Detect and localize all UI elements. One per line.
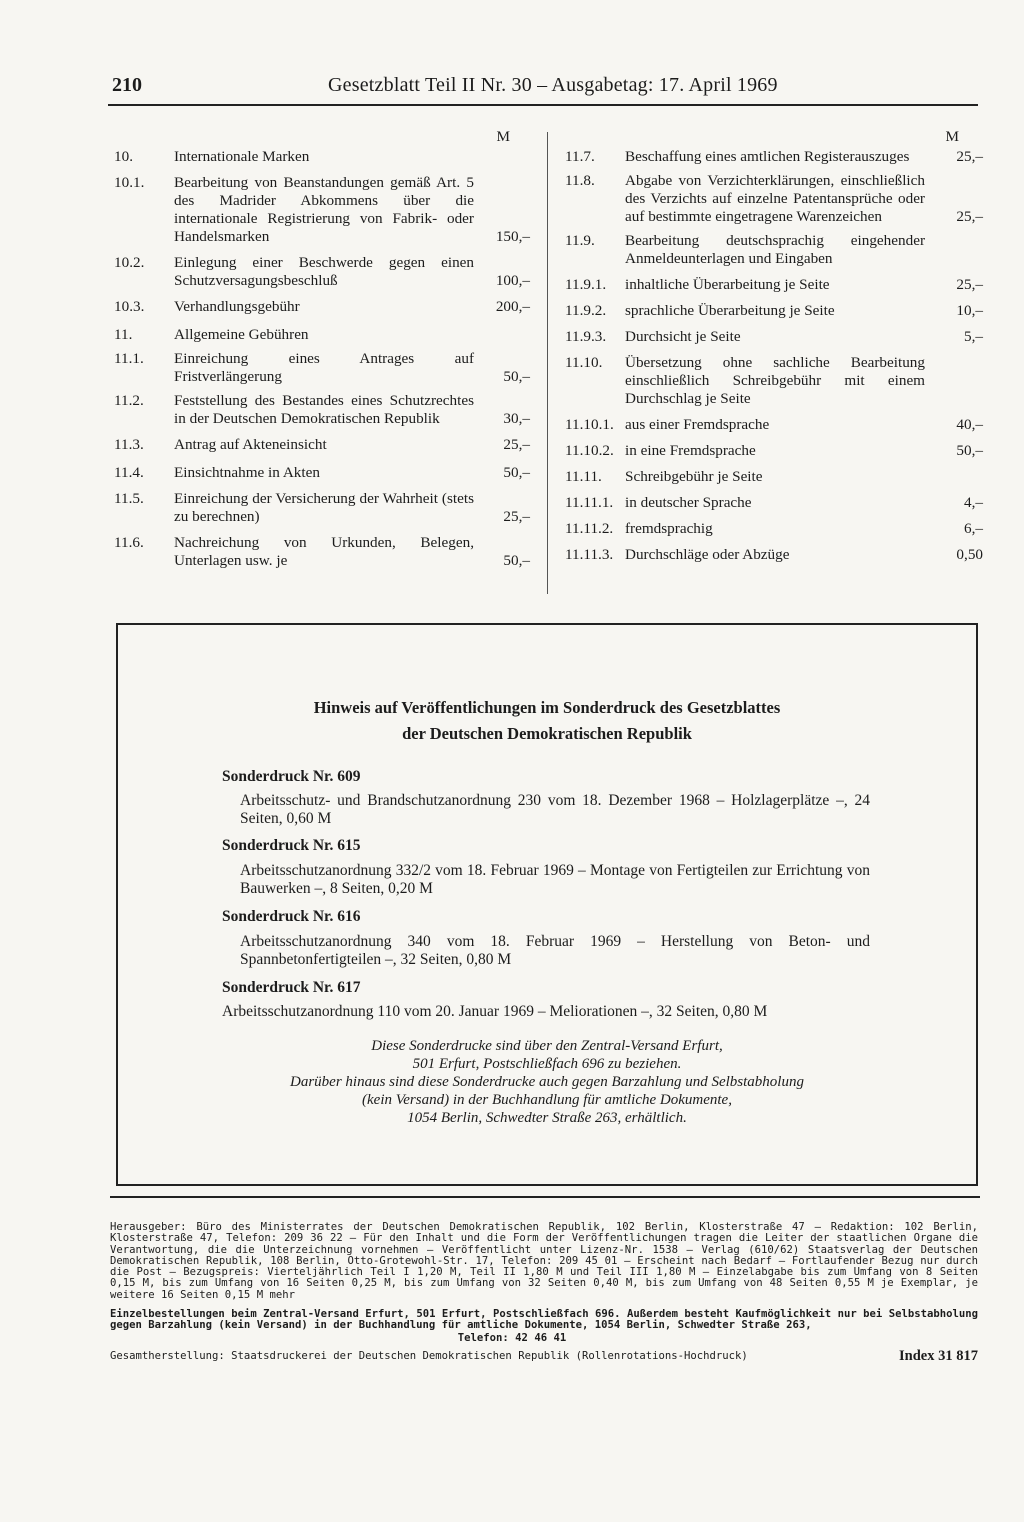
special-print-label: Sonderdruck Nr. 617	[222, 979, 361, 996]
fee-number: 11.11.2.	[565, 520, 614, 537]
fee-number: 11.9.	[565, 232, 595, 249]
currency-unit-label: M	[945, 128, 959, 145]
distribution-note: 501 Erfurt, Postschließfach 696 zu beziehen.	[412, 1056, 682, 1072]
special-print-description: Arbeitsschutzanordnung 110 vom 20. Januar 1969 – Meliorationen –, 32 Seiten, 0,80 M	[222, 1003, 768, 1020]
fee-number: 11.1.	[114, 350, 144, 367]
fee-description: Einlegung einer Beschwerde gegen einen Schutzversagungsbeschluß	[174, 254, 474, 289]
fee-amount: 6,–	[964, 520, 983, 537]
special-print-label: Sonderdruck Nr. 615	[222, 837, 361, 854]
special-prints-notice-box	[116, 623, 978, 1186]
fee-description: Einreichung eines Antrages auf Fristverlängerung	[174, 350, 474, 385]
fee-description: Schreibgebühr je Seite	[625, 468, 763, 485]
fee-row	[565, 232, 983, 268]
fee-description: Verhandlungsgebühr	[174, 298, 300, 315]
fee-description: Einreichung der Versicherung der Wahrheit (stets zu berechnen)	[174, 490, 474, 525]
column-divider	[547, 132, 548, 594]
fee-row	[114, 464, 530, 482]
notice-title: Hinweis auf Veröffentlichungen im Sonderdruck des Gesetzblattes	[313, 698, 781, 717]
fee-row	[565, 328, 983, 346]
fee-number: 11.10.	[565, 354, 603, 371]
header-rule	[108, 104, 978, 106]
fee-number: 11.2.	[114, 392, 144, 409]
fee-number: 11.5.	[114, 490, 144, 507]
fee-number: 10.2.	[114, 254, 145, 271]
fee-amount: 10,–	[956, 302, 983, 319]
fee-column-right	[565, 128, 983, 564]
fee-amount: 100,–	[495, 272, 530, 289]
publisher-imprint: Herausgeber: Büro des Ministerrates der Deutschen Demokratischen Republik, 102 Berlin, Klosterstraße 47 – Redaktion: 102 Berlin, Klosterstraße 47, Telefon: 209 36 22 – Für den Inhalt und die Form der Veröffentlichungen tragen die Leiter der staatlichen Organe die Verantwortung, die die Unterzeichnung vornehmen – Veröffentlicht unter Lizenz-Nr. 1538 – Verlag (610/62) Staatsverlag der Deutschen Demokratischen Republik, 108 Berlin, Otto-Grotewohl-Str. 17, Telefon: 209 45 01 – Erscheint nach Bedarf – Fortlaufender Bezug nur durch die Post – Bezugspreis: Vierteljährlich Teil I 1,20 M, Teil II 1,80 M und Teil III 1,80 M – Einzelabgabe bis zum Umfang von 8 Seiten 0,15 M, bis zum Umfang von 16 Seiten 0,25 M, bis zum Umfang von 32 Seiten 0,40 M, bis zum Umfang von 48 Seiten 0,55 M je Exemplar, je weitere 16 Seiten 0,15 M mehr	[110, 1221, 978, 1301]
fee-number: 11.11.1.	[565, 494, 614, 511]
notice-subtitle: der Deutschen Demokratischen Republik	[402, 724, 692, 743]
fee-row	[565, 468, 983, 486]
fee-row	[565, 442, 983, 460]
fee-row	[565, 354, 983, 408]
fee-column-left	[114, 128, 530, 570]
fee-description: Übersetzung ohne sachliche Bearbeitung einschließlich Schreibgebühr mit einem Durchschlag je Seite	[625, 354, 925, 407]
fee-amount: 25,–	[956, 276, 983, 293]
fee-number: 11.9.3.	[565, 328, 607, 345]
fee-amount: 25,–	[956, 148, 983, 165]
fee-row	[114, 148, 530, 166]
special-print-label: Sonderdruck Nr. 609	[222, 768, 361, 785]
fee-description: Antrag auf Akteneinsicht	[174, 436, 327, 453]
fee-row	[114, 392, 530, 428]
fee-description: Bearbeitung von Beanstandungen gemäß Art. 5 des Madrider Abkommens über die internationale Registrierung von Fabrik- oder Handelsmarken	[174, 174, 474, 245]
fee-number: 10.3.	[114, 298, 145, 315]
fee-number: 11.4.	[114, 464, 144, 481]
fee-amount: 40,–	[956, 416, 983, 433]
fee-row	[114, 490, 530, 526]
fee-row	[114, 326, 530, 344]
fee-description: in deutscher Sprache	[625, 494, 752, 511]
special-print-description: Arbeitsschutz- und Brandschutzanordnung 230 vom 18. Dezember 1968 – Holzlagerplätze –, 24 Seiten, 0,60 M	[240, 792, 870, 827]
fee-description: Einsichtnahme in Akten	[174, 464, 320, 481]
distribution-note: Darüber hinaus sind diese Sonderdrucke auch gegen Barzahlung und Selbstabholung	[290, 1074, 804, 1090]
fee-amount: 50,–	[503, 552, 530, 569]
fee-description: Bearbeitung deutschsprachig eingehender Anmeldeunterlagen und Eingaben	[625, 232, 925, 267]
fee-description: aus einer Fremdsprache	[625, 416, 770, 433]
fee-amount: 50,–	[503, 368, 530, 385]
fee-number: 11.	[114, 326, 133, 343]
order-phone: Telefon: 42 46 41	[457, 1332, 567, 1344]
fee-description: Abgabe von Verzichterklärungen, einschließlich des Verzichts auf einzelne Patentansprüche oder auf bestimmte eingetragene Warenzeichen	[625, 172, 925, 225]
fee-row	[114, 174, 530, 246]
fee-description: Allgemeine Gebühren	[174, 326, 309, 343]
running-head: Gesetzblatt Teil II Nr. 30 – Ausgabetag: 17. April 1969	[328, 74, 778, 96]
fee-number: 10.1.	[114, 174, 145, 191]
page-number: 210	[112, 74, 142, 96]
fee-row	[114, 436, 530, 454]
printer-credit: Gesamtherstellung: Staatsdruckerei der Deutschen Demokratischen Republik (Rollenrotations-Hochdruck)	[110, 1350, 748, 1362]
fee-number: 11.8.	[565, 172, 595, 189]
distribution-note: Diese Sonderdrucke sind über den Zentral-Versand Erfurt,	[371, 1038, 723, 1054]
fee-description: Durchschläge oder Abzüge	[625, 546, 790, 563]
fee-amount: 30,–	[503, 410, 530, 427]
fee-row	[114, 298, 530, 316]
fee-row	[114, 254, 530, 290]
fee-row	[565, 520, 983, 538]
fee-row	[565, 302, 983, 320]
fee-row	[565, 172, 983, 226]
distribution-note: (kein Versand) in der Buchhandlung für amtliche Dokumente,	[362, 1092, 732, 1108]
fee-amount: 200,–	[495, 298, 530, 315]
index-number: Index 31 817	[899, 1348, 978, 1364]
special-print-description: Arbeitsschutzanordnung 340 vom 18. Februar 1969 – Herstellung von Beton- und Spannbetonfertigteilen –, 32 Seiten, 0,80 M	[240, 933, 870, 968]
fee-description: Beschaffung eines amtlichen Registerauszuges	[625, 148, 910, 165]
fee-amount: 150,–	[495, 228, 530, 245]
fee-amount: 5,–	[964, 328, 983, 345]
fee-number: 11.11.	[565, 468, 602, 485]
fee-number: 11.9.1.	[565, 276, 607, 293]
fee-description: Internationale Marken	[174, 148, 310, 165]
fee-number: 11.10.1.	[565, 416, 614, 433]
fee-amount: 4,–	[964, 494, 983, 511]
fee-description: in eine Fremdsprache	[625, 442, 756, 459]
fee-description: sprachliche Überarbeitung je Seite	[625, 302, 835, 319]
fee-row	[114, 534, 530, 570]
fee-number: 11.3.	[114, 436, 144, 453]
fee-row	[114, 350, 530, 386]
special-print-label: Sonderdruck Nr. 616	[222, 908, 361, 925]
fee-description: Durchsicht je Seite	[625, 328, 741, 345]
fee-row	[565, 546, 983, 564]
order-information: Einzelbestellungen beim Zentral-Versand Erfurt, 501 Erfurt, Postschließfach 696. Außerdem besteht Kaufmöglichkeit nur bei Selbstabholung gegen Barzahlung (kein Versand) in der Buchhandlung für amtliche Dokumente, 1054 Berlin, Schwedter Straße 263,	[110, 1308, 978, 1332]
fee-amount: 25,–	[503, 436, 530, 453]
fee-description: Feststellung des Bestandes eines Schutzrechtes in der Deutschen Demokratischen Republik	[174, 392, 474, 427]
fee-description: Nachreichung von Urkunden, Belegen, Unterlagen usw. je	[174, 534, 474, 569]
fee-description: fremdsprachig	[625, 520, 713, 537]
fee-number: 11.11.3.	[565, 546, 614, 563]
footer-rule	[110, 1196, 980, 1198]
fee-row	[565, 416, 983, 434]
fee-description: inhaltliche Überarbeitung je Seite	[625, 276, 830, 293]
fee-number: 10.	[114, 148, 133, 165]
fee-amount: 0,50	[956, 546, 983, 563]
fee-amount: 50,–	[503, 464, 530, 481]
fee-row	[565, 148, 983, 166]
fee-row	[565, 276, 983, 294]
special-print-description: Arbeitsschutzanordnung 332/2 vom 18. Februar 1969 – Montage von Fertigteilen zur Errichtung von Bauwerken –, 8 Seiten, 0,20 M	[240, 862, 870, 897]
fee-row	[565, 494, 983, 512]
fee-amount: 25,–	[956, 208, 983, 225]
fee-number: 11.7.	[565, 148, 595, 165]
fee-number: 11.10.2.	[565, 442, 614, 459]
fee-amount: 25,–	[503, 508, 530, 525]
currency-unit-label: M	[496, 128, 510, 145]
fee-amount: 50,–	[956, 442, 983, 459]
fee-number: 11.6.	[114, 534, 144, 551]
distribution-note: 1054 Berlin, Schwedter Straße 263, erhältlich.	[407, 1110, 687, 1126]
fee-number: 11.9.2.	[565, 302, 607, 319]
